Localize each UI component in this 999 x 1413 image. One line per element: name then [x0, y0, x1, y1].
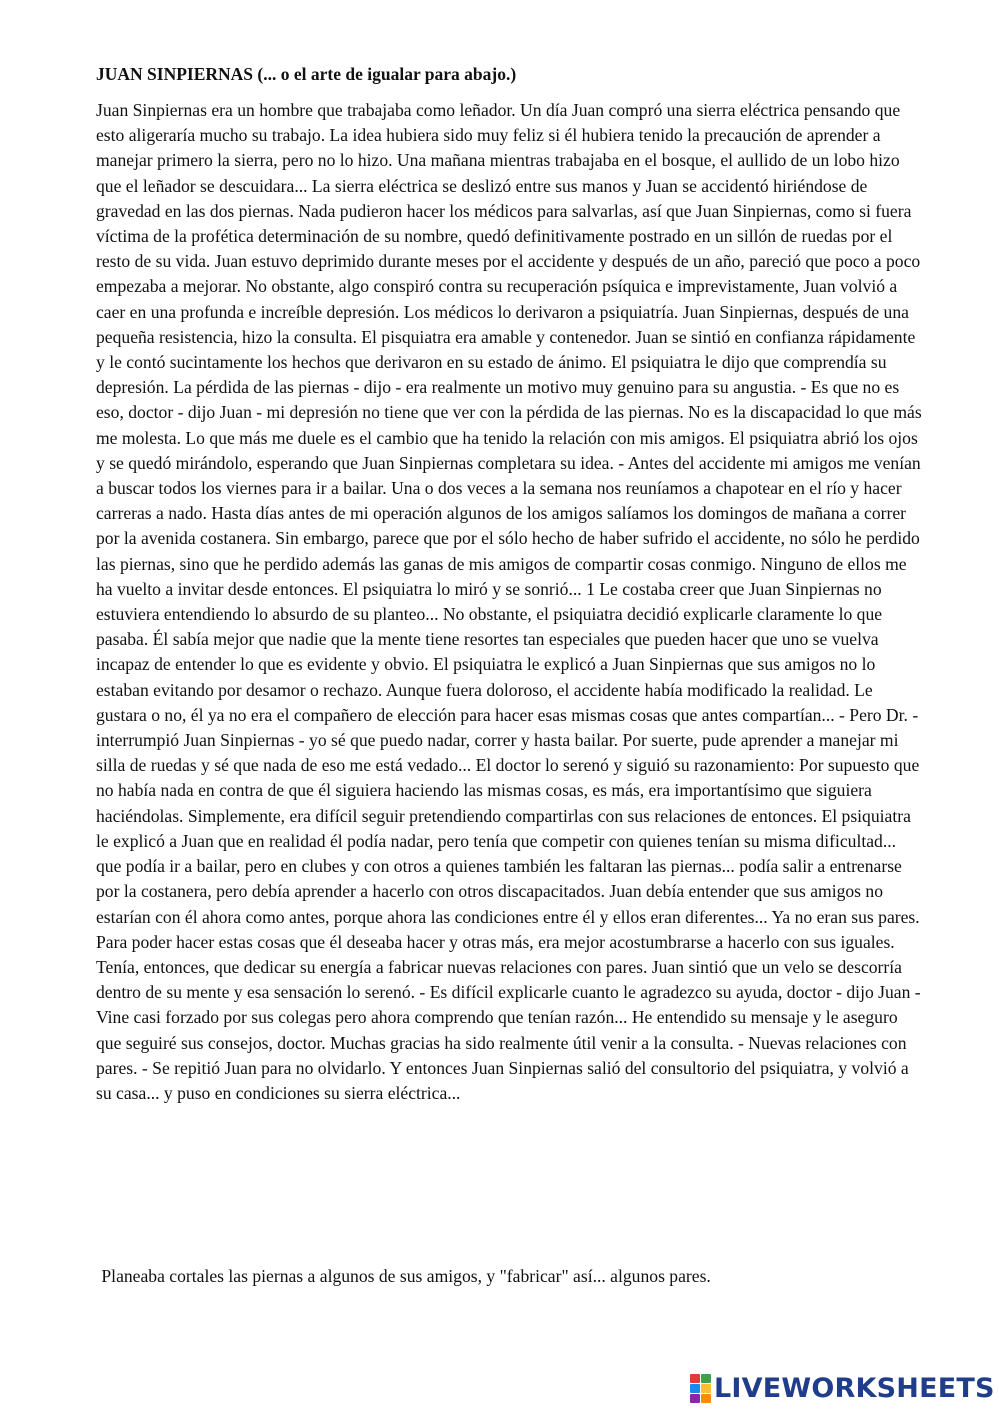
logo-block	[690, 1374, 700, 1383]
logo-wordmark: LIVEWORKSHEETS	[714, 1373, 995, 1404]
logo-block	[701, 1384, 711, 1393]
story-body: Juan Sinpiernas era un hombre que trabajaba como leñador. Un día Juan compró una sierra eléctrica pensando que esto aligeraría mucho su trabajo. La idea hubiera sido muy feliz si él hubiera tenido la precaución de aprender a manejar primero la sierra, pero no lo hizo. Una mañana mientras trabajaba en el bosque, el aullido de un lobo hizo que el leñador se descuidara... La sierra eléctrica se deslizó entre sus manos y Juan se accidentó hiriéndose de gravedad en las dos piernas. Nada pudieron hacer los médicos para salvarlas, así que Juan Sinpiernas, como si fuera víctima de la profética determinación de su nombre, quedó definitivamente postrado en un sillón de ruedas por el resto de su vida. Juan estuvo deprimido durante meses por el accidente y después de un año, pareció que poco a poco empezaba a mejorar. No obstante, algo conspiró contra su recuperación psíquica e imprevistamente, Juan volvió a caer en una profunda e increíble depresión. Los médicos lo derivaron a psiquiatría. Juan Sinpiernas, después de una pequeña resistencia, hizo la consulta. El pisquiatra era amable y contenedor. Juan se sintió en confianza rápidamente y le contó sucintamente los hechos que derivaron en su estado de ánimo. El psiquiatra le dijo que comprendía su depresión. La pérdida de las piernas - dijo - era realmente un motivo muy genuino para su angustia. - Es que no es eso, doctor - dijo Juan - mi depresión no tiene que ver con la pérdida de las piernas. No es la discapacidad lo que más me molesta. Lo que más me duele es el cambio que ha tenido la relación con mis amigos. El psiquiatra abrió los ojos y se quedó mirándolo, esperando que Juan Sinpiernas completara su idea. - Antes del accidente mi amigos me venían a buscar todos los viernes para ir a bailar. Una o dos veces a la semana nos reuníamos a chapotear en el río y hacer carreras a nado. Hasta días antes de mi operación algunos de los amigos salíamos los domingos de mañana a correr por la avenida costanera. Sin embargo, parece que por el sólo hecho de haber sufrido el accidente, no sólo he perdido las piernas, sino que he perdido además las ganas de mis amigos de compartir cosas conmigo. Ninguno de ellos me ha vuelto a invitar desde entonces. El psiquiatra lo miró y se sonrió... 1 Le costaba creer que Juan Sinpiernas no estuviera entendiendo lo absurdo de su planteo... No obstante, el psiquiatra decidió explicarle claramente lo que pasaba. Él sabía mejor que nadie que la mente tiene resortes tan especiales que pueden hacer que uno se vuelva incapaz de entender lo que es evidente y obvio. El psiquiatra le explicó a Juan Sinpiernas que sus amigos no lo estaban evitando por desamor o rechazo. Aunque fuera doloroso, el accidente había modificado la realidad. Le gustara o no, él ya no era el compañero de elección para hacer esas mismas cosas que antes compartían... - Pero Dr. - interrumpió Juan Sinpiernas - yo sé que puedo nadar, correr y hasta bailar. Por suerte, pude aprender a manejar mi silla de ruedas y sé que nada de eso me está vedado... El doctor lo serenó y siguió su razonamiento: Por supuesto que no había nada en contra de que él siguiera haciendo las mismas cosas, es más, era importantísimo que siguiera haciéndolas. Simplemente, era difícil seguir pretendiendo compartirlas con sus relaciones de entonces. El psiquiatra le explicó a Juan que en realidad él podía nadar, pero tenía que competir con quienes tenían su misma dificultad... que podía ir a bailar, pero en clubes y con otros a quienes también les faltaran las piernas... podía salir a entrenarse por la costanera, pero debía aprender a hacerlo con otros discapacitados. Juan debía entender que sus amigos no estarían con él ahora como antes, porque ahora las condiciones entre él y ellos eran diferentes... Ya no eran sus pares. Para poder hacer estas cosas que él deseaba hacer y otras más, era mejor acostumbrarse a hacerlo con sus iguales. Tenía, entonces, que dedicar su energía a fabricar nuevas relaciones con pares. Juan sintió que un velo se descorría dentro de su mente y esa sensación lo serenó. - Es difícil explicarle cuanto le agradezco su ayuda, doctor - dijo Juan - Vine casi forzado por sus colegas pero ahora comprendo que tenían razón... He entendido su mensaje y le aseguro que seguiré sus consejos, doctor. Muchas gracias ha sido realmente útil venir a la consulta. - Nuevas relaciones con pares. - Se repitió Juan para no olvidarlo. Y entonces Juan Sinpiernas salió del consultorio del psiquiatra, y volvió a su casa... y puso en condiciones su sierra eléctrica...	[96, 100, 922, 1103]
liveworksheets-logo[interactable]	[690, 1372, 995, 1406]
logo-block	[701, 1394, 711, 1403]
logo-block	[690, 1394, 700, 1403]
logo-block	[701, 1374, 711, 1383]
document-title: JUAN SINPIERNAS (... o el arte de igualar para abajo.)	[96, 64, 517, 84]
logo-block	[690, 1384, 700, 1393]
story-closing-line: Planeaba cortales las piernas a algunos de sus amigos, y "fabricar" así... algunos pares.	[97, 1266, 711, 1286]
liveworksheets-logo-icon	[690, 1374, 712, 1404]
